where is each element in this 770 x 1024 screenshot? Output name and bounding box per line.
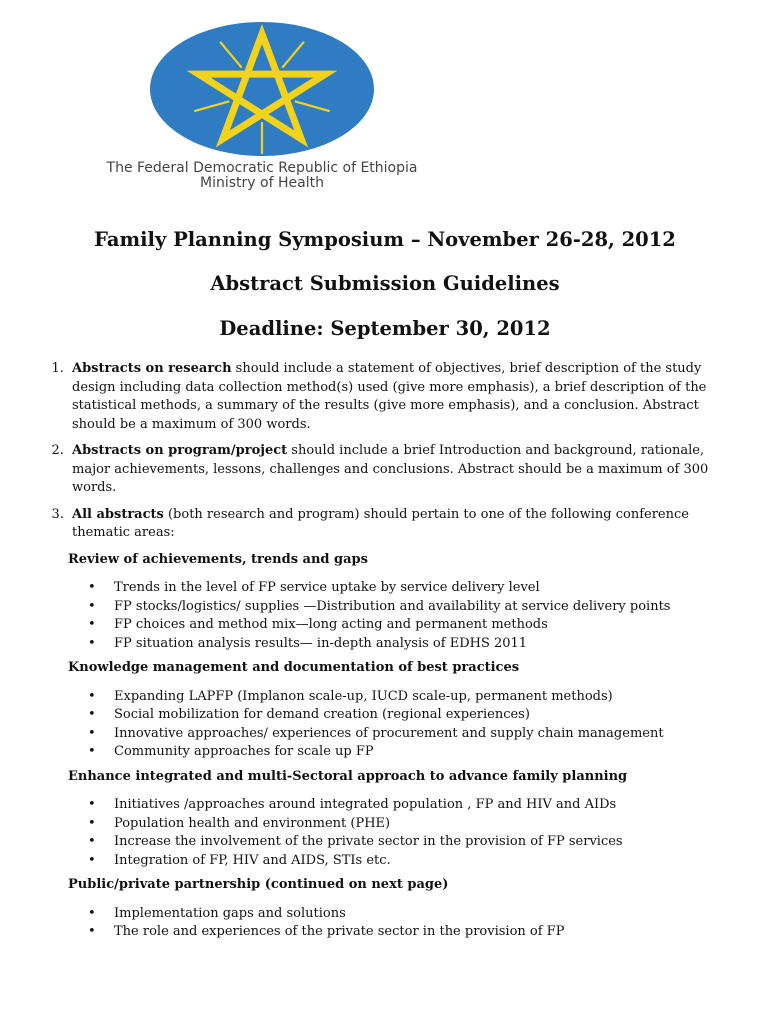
logo-caption-ministry: Ministry of Health: [200, 175, 324, 191]
theme-list: [112, 905, 734, 942]
list-item: • Integration of FP, HIV and AIDS, STIs etc.: [114, 852, 734, 871]
list-item: • FP choices and method mix—long acting and permanent methods: [114, 616, 734, 635]
guideline-text: should include a brief Introduction and background, rationale, major achievements, lessons, challenges and conclusions. Abstract should be a maximum of 300 words.: [72, 443, 709, 495]
guideline-lead: All abstracts: [72, 506, 164, 522]
document-subtitle: Abstract Submission Guidelines: [210, 272, 560, 295]
list-item: • Initiatives /approaches around integrated population , FP and HIV and AIDs: [114, 796, 734, 815]
theme-list: [112, 579, 734, 653]
list-item: • Population health and environment (PHE): [114, 815, 734, 834]
theme-list: [112, 796, 734, 870]
list-item: • Community approaches for scale up FP: [114, 743, 734, 762]
list-item: • Trends in the level of FP service uptake by service delivery level: [114, 579, 734, 598]
deadline-heading: Deadline: September 30, 2012: [219, 317, 551, 340]
ethiopia-star-emblem-icon: [150, 22, 374, 156]
theme-heading: Knowledge management and documentation of best practices: [68, 660, 520, 675]
list-item: • FP situation analysis results— in-depth analysis of EDHS 2011: [114, 635, 734, 654]
theme-heading: Enhance integrated and multi-Sectoral approach to advance family planning: [68, 768, 628, 784]
guideline-lead: Abstracts on program/project: [72, 443, 288, 458]
list-item: • FP stocks/logistics/ supplies —Distribution and availability at service delivery points: [114, 598, 734, 617]
guidelines-list: [44, 360, 734, 543]
list-item: • The role and experiences of the private sector in the provision of FP: [114, 923, 734, 942]
ministry-logo: [106, 22, 418, 194]
theme-heading: Review of achievements, trends and gaps: [68, 551, 368, 567]
guideline-all: [68, 506, 734, 543]
list-item: • Implementation gaps and solutions: [114, 905, 734, 924]
list-item: • Innovative approaches/ experiences of procurement and supply chain management: [114, 725, 734, 744]
list-item: • Increase the involvement of the private sector in the provision of FP services: [114, 833, 734, 852]
list-item: • Expanding LAPFP (Implanon scale-up, IUCD scale-up, permanent methods): [114, 688, 734, 707]
logo-caption-country: The Federal Democratic Republic of Ethiopia: [106, 160, 418, 176]
theme-heading: Public/private partnership (continued on next page): [68, 877, 449, 892]
guideline-text: (both research and program) should pertain to one of the following conference thematic areas:: [72, 506, 689, 540]
document-title: Family Planning Symposium – November 26-28, 2012: [94, 228, 676, 251]
theme-list: [112, 688, 734, 762]
guidelines-body: [44, 360, 734, 948]
guideline-research: [68, 360, 734, 434]
guideline-program: [68, 442, 734, 498]
guideline-lead: Abstracts on research: [72, 361, 232, 376]
list-item: • Social mobilization for demand creation (regional experiences): [114, 706, 734, 725]
guideline-text: should include a statement of objectives, brief description of the study design including data collection method(s) used (give more emphasis), a brief description of the statistical methods, a summary of the results (give more emphasis), and a conclusion. Abstract should be a maximum of 300 words.: [72, 361, 707, 432]
